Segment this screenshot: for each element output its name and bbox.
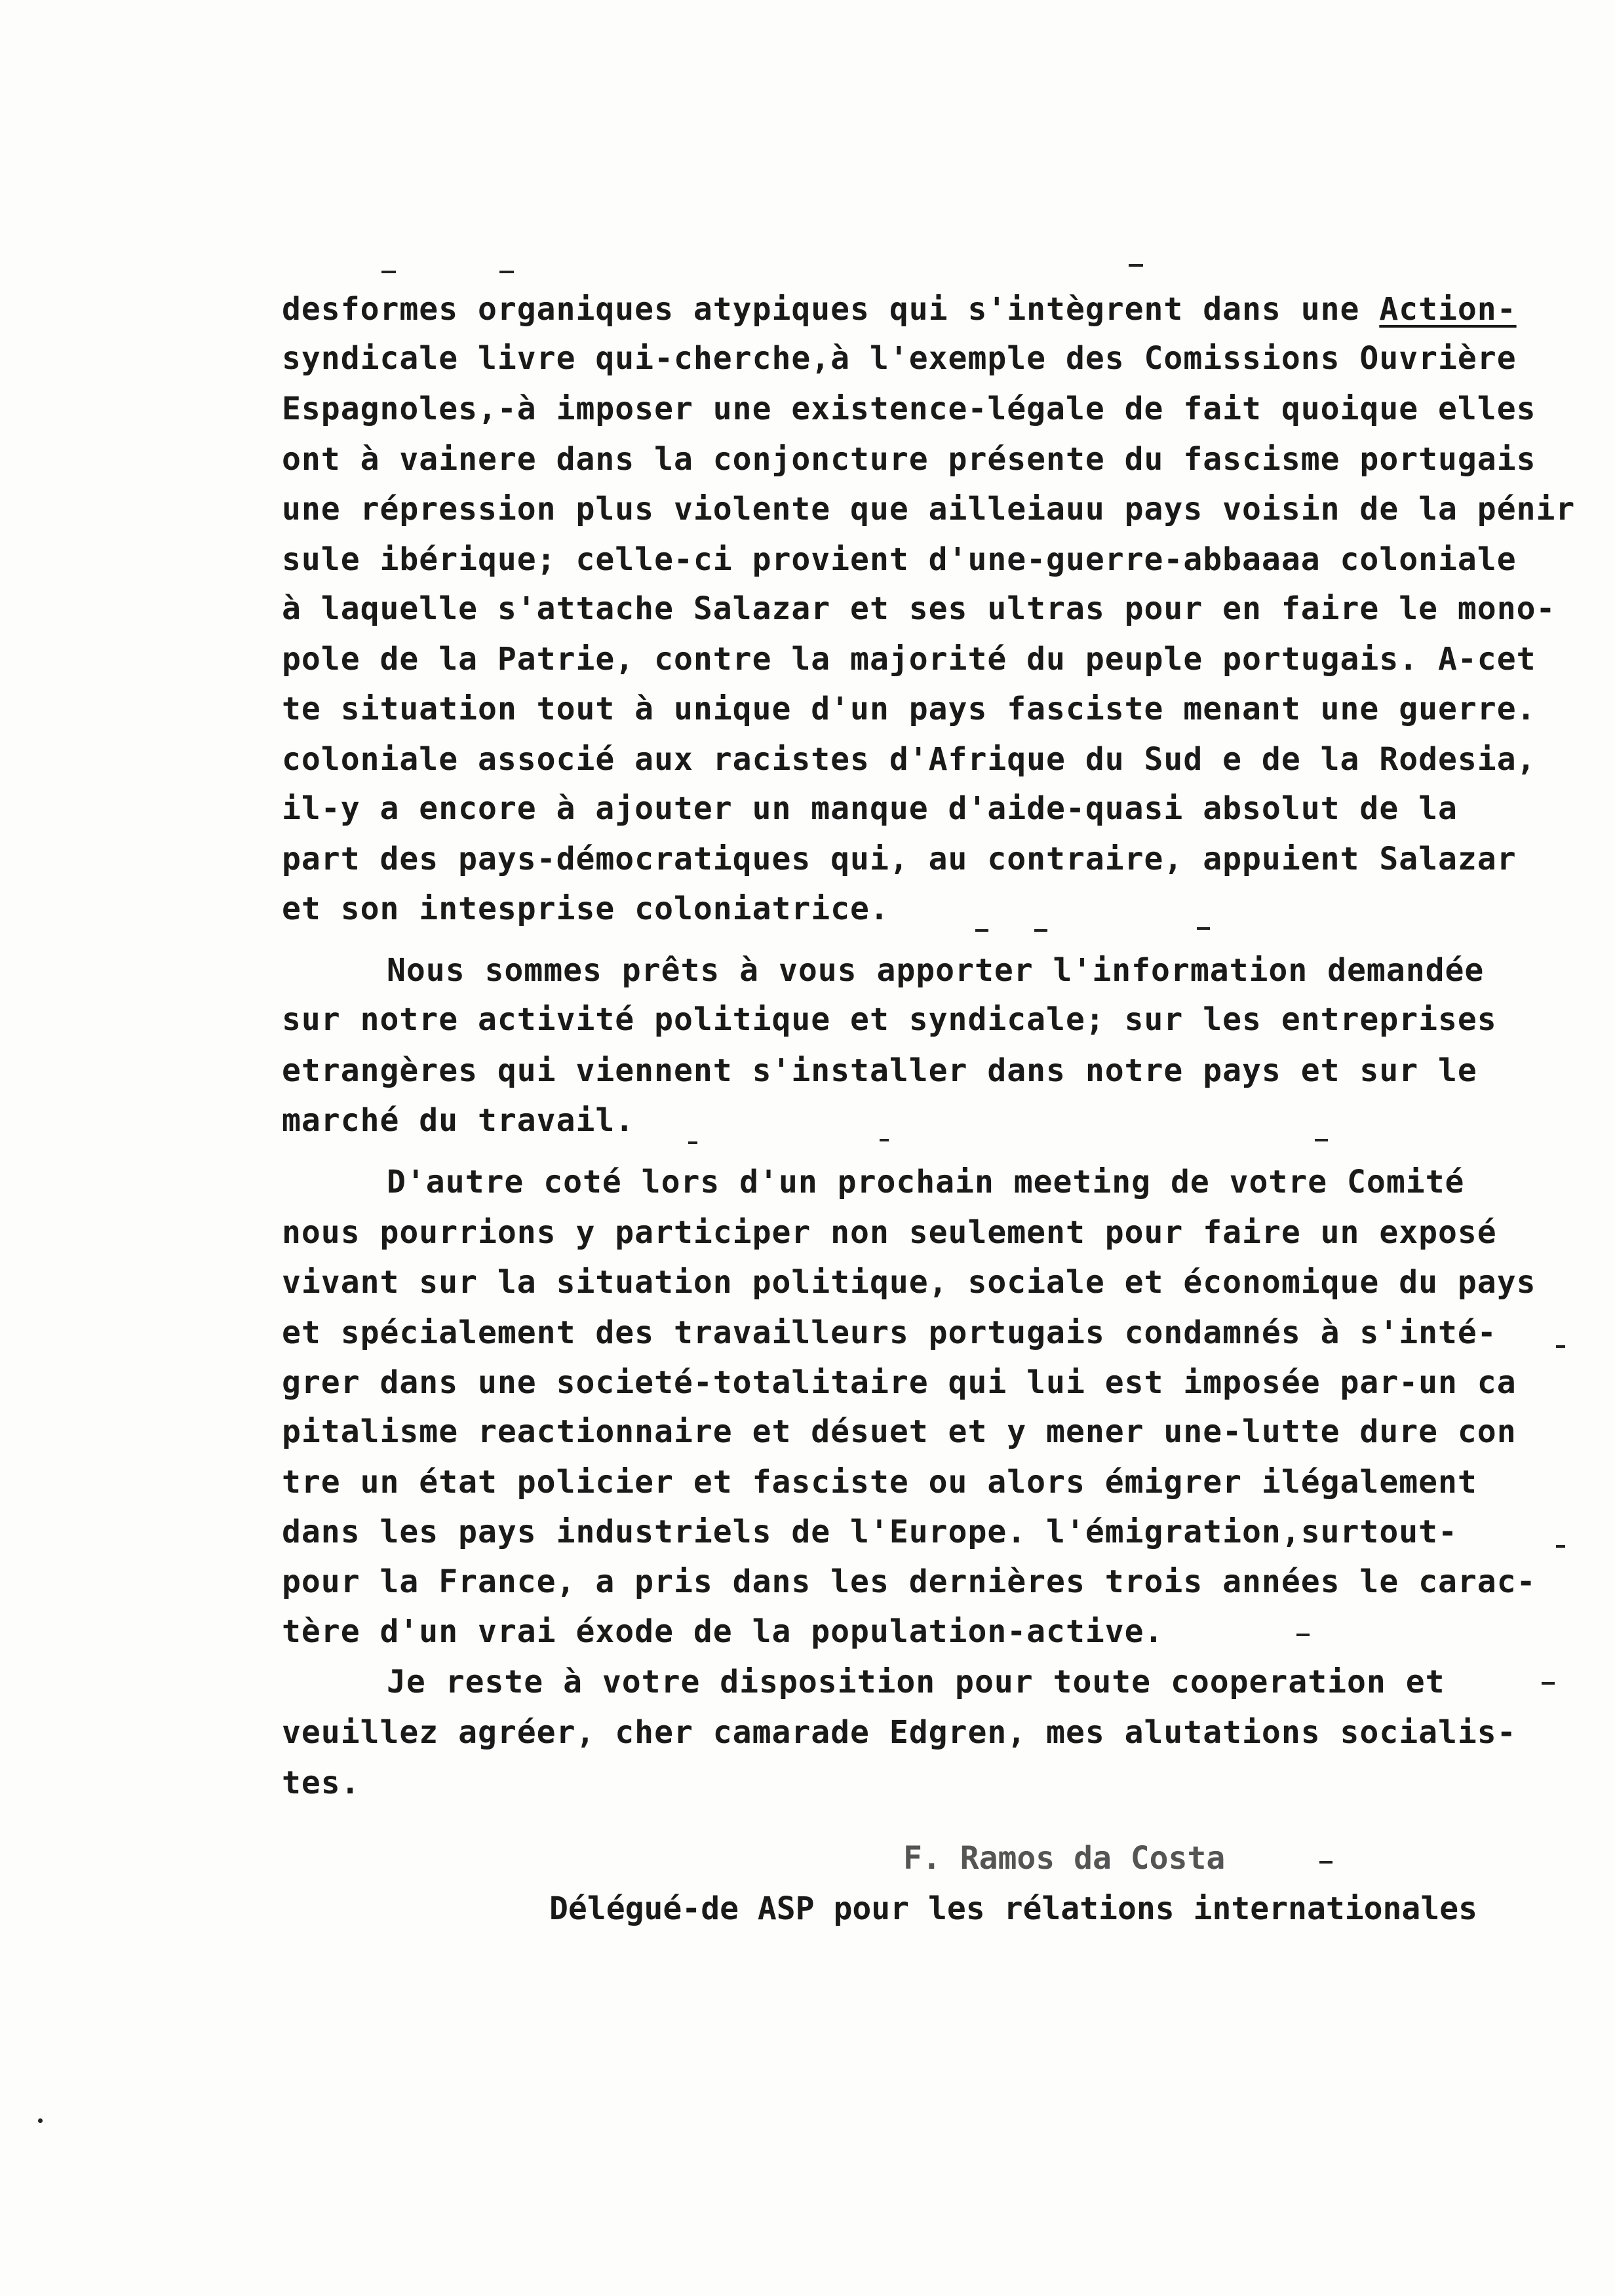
letter-line: marché du travail.	[282, 1102, 635, 1139]
letter-line: tère d'un vrai éxode de la population-active.	[282, 1613, 1164, 1650]
typewriter-mark	[499, 271, 514, 273]
letter-line: à laquelle s'attache Salazar et ses ultras pour en faire le mono-	[282, 590, 1556, 627]
typewriter-mark	[1197, 927, 1210, 930]
letter-line: sur notre activité politique et syndicale; sur les entreprises	[282, 1001, 1497, 1038]
letter-line: pole de la Patrie, contre la majorité du peuple portugais. A-cet	[282, 641, 1536, 678]
typewriter-mark	[1034, 929, 1047, 932]
letter-line: et son intesprise coloniatrice.	[282, 890, 889, 927]
letter-line: sule ibérique; celle-ci provient d'une-guerre-abbaaaa coloniale	[282, 541, 1517, 578]
letter-line: tre un état policier et fasciste ou alors émigrer ilégalement	[282, 1464, 1477, 1501]
letter-line: Nous sommes prêts à vous apporter l'information demandée	[387, 952, 1485, 989]
letter-line: part des pays-démocratiques qui, au contraire, appuient Salazar	[282, 841, 1517, 877]
letter-line: nous pourrions y participer non seulement pour faire un exposé	[282, 1214, 1497, 1251]
signature-title: Délégué-de ASP pour les rélations internationales	[549, 1890, 1478, 1927]
letter-line: grer dans une societé-totalitaire qui lui est imposée par-un ca	[282, 1364, 1517, 1401]
letter-line: desformes organiques atypiques qui s'intègrent dans une Action-	[282, 291, 1517, 328]
letter-line: tes.	[282, 1765, 360, 1801]
typewriter-mark	[1315, 1139, 1328, 1141]
typewriter-mark	[688, 1141, 697, 1144]
letter-line: Je reste à votre disposition pour toute cooperation et	[387, 1664, 1445, 1700]
letter-line: etrangères qui viennent s'installer dans notre pays et sur le	[282, 1052, 1477, 1089]
paper-speck	[38, 2118, 43, 2123]
typewriter-mark	[1319, 1861, 1333, 1864]
typewriter-mark	[1542, 1682, 1555, 1685]
letter-line: syndicale livre qui-cherche,à l'exemple des Comissions Ouvrière	[282, 340, 1517, 377]
typewriter-mark	[880, 1139, 889, 1141]
letter-line: pour la France, a pris dans les dernières trois années le carac-	[282, 1563, 1536, 1600]
letter-line: veuillez agréer, cher camarade Edgren, mes alutations socialis-	[282, 1714, 1517, 1751]
letter-line: pitalisme reactionnaire et désuet et y mener une-lutte dure con	[282, 1413, 1517, 1450]
typewriter-mark	[381, 271, 396, 273]
letter-line: ont à vainere dans la conjoncture présente du fascisme portugais	[282, 441, 1536, 478]
letter-line: Espagnoles,-à imposer une existence-légale de fait quoique elles	[282, 391, 1536, 427]
typewriter-mark	[1129, 264, 1143, 267]
typewriter-mark	[1556, 1345, 1565, 1348]
typewriter-mark	[1296, 1634, 1310, 1636]
letter-line: et spécialement des travailleurs portugais condamnés à s'inté-	[282, 1314, 1497, 1351]
typewriter-mark	[1556, 1545, 1565, 1548]
letter-line: te situation tout à unique d'un pays fasciste menant une guerre.	[282, 691, 1536, 727]
letter-line: D'autre coté lors d'un prochain meeting de votre Comité	[387, 1164, 1465, 1200]
letter-line: une répression plus violente que ailleiauu pays voisin de la pénir	[282, 491, 1576, 527]
typewriter-mark	[975, 929, 988, 932]
letter-line: coloniale associé aux racistes d'Afrique du Sud e de la Rodesia,	[282, 741, 1536, 778]
letter-line: dans les pays industriels de l'Europe. l'émigration,surtout-	[282, 1514, 1458, 1550]
letter-line: il-y a encore à ajouter un manque d'aide-quasi absolut de la	[282, 790, 1458, 827]
signature-name: F. Ramos da Costa	[903, 1840, 1226, 1877]
letter-line: vivant sur la situation politique, sociale et économique du pays	[282, 1264, 1536, 1301]
